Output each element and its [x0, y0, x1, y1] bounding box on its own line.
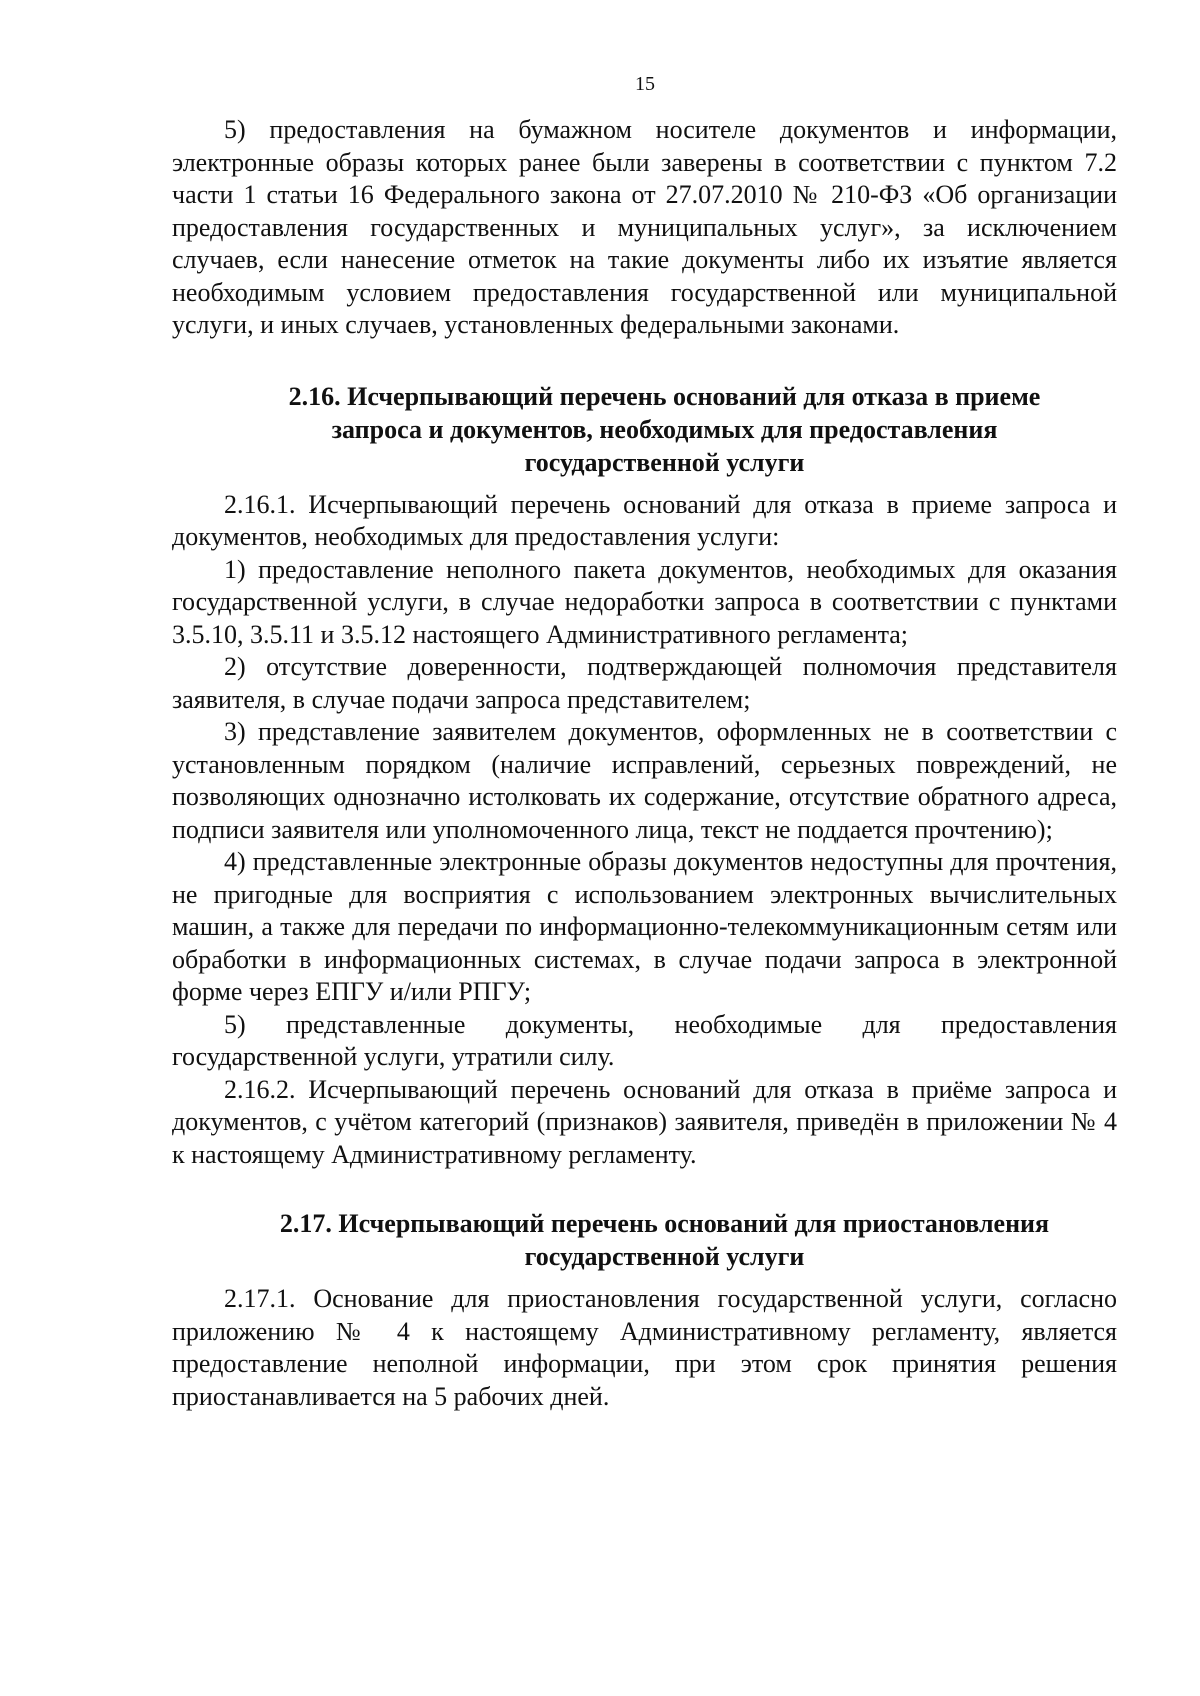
section-heading-2-16 — [172, 380, 1117, 479]
heading-line: 2.16. Исчерпывающий перечень оснований для отказа в приеме — [288, 381, 1041, 411]
paragraph-2-16-1: 2.16.1. Исчерпывающий перечень оснований для отказа в приеме запроса и документов, необходимых для предоставления услуги: — [172, 489, 1117, 551]
page-number: 15 — [635, 73, 655, 95]
heading-line: государственной услуги — [524, 447, 805, 477]
heading-line: запроса и документов, необходимых для предоставления — [331, 414, 998, 444]
heading-line: 2.17. Исчерпывающий перечень оснований для приостановления — [279, 1209, 1050, 1238]
section-heading-2-17 — [172, 1207, 1117, 1273]
list-item-3: 3) представление заявителем документов, оформленных не в соответствии с установленным порядком (наличие исправлений, серьезных повреждений, не позволяющих однозначно истолковать их содержание, отсутствие обратного адреса, подписи заявителя или уполномоченного лица, текст не поддается прочтению); — [172, 717, 1117, 844]
page-content — [172, 114, 1117, 1413]
list-item-5: 5) представленные документы, необходимые для предоставления государственной услуги, утратили силу. — [172, 1009, 1117, 1071]
intro-paragraph: 5) предоставления на бумажном носителе документов и информации, электронные образы которых ранее были заверены в соответствии с пунктом 7.2 части 1 статьи 16 Федерального закона от 27.07.2010 № 210-ФЗ «Об организации предоставления государственных и муниципальных услуг», за исключением случаев, если нанесение отметок на такие документы либо их изъятие является необходимым условием предоставления государственной или муниципальной услуги, и иных случаев, установленных федеральными законами. — [172, 115, 1117, 339]
list-item-2: 2) отсутствие доверенности, подтверждающей полномочия представителя заявителя, в случае подачи запроса представителем; — [172, 652, 1117, 714]
list-item-4: 4) представленные электронные образы документов недоступны для прочтения, не пригодные для восприятия с использованием электронных вычислительных машин, а также для передачи по информационно-телекоммуникационным сетям или обработки в информационных системах, в случае подачи запроса в электронной форме через ЕПГУ и/или РПГУ; — [172, 847, 1117, 1006]
paragraph-2-17-1: 2.17.1. Основание для приостановления государственной услуги, согласно приложению № 4 к настоящему Административному регламенту, является предоставление неполной информации, при этом срок принятия решения приостанавливается на 5 рабочих дней. — [172, 1284, 1117, 1411]
paragraph-2-16-2: 2.16.2. Исчерпывающий перечень оснований для отказа в приёме запроса и документов, с учётом категорий (признаков) заявителя, приведён в приложении № 4 к настоящему Административному регламенту. — [172, 1074, 1117, 1169]
list-item-1: 1) предоставление неполного пакета документов, необходимых для оказания государственной услуги, в случае недоработки запроса в соответствии с пунктами 3.5.10, 3.5.11 и 3.5.12 настоящего Административного регламента; — [172, 554, 1117, 649]
heading-line: государственной услуги — [524, 1242, 805, 1271]
